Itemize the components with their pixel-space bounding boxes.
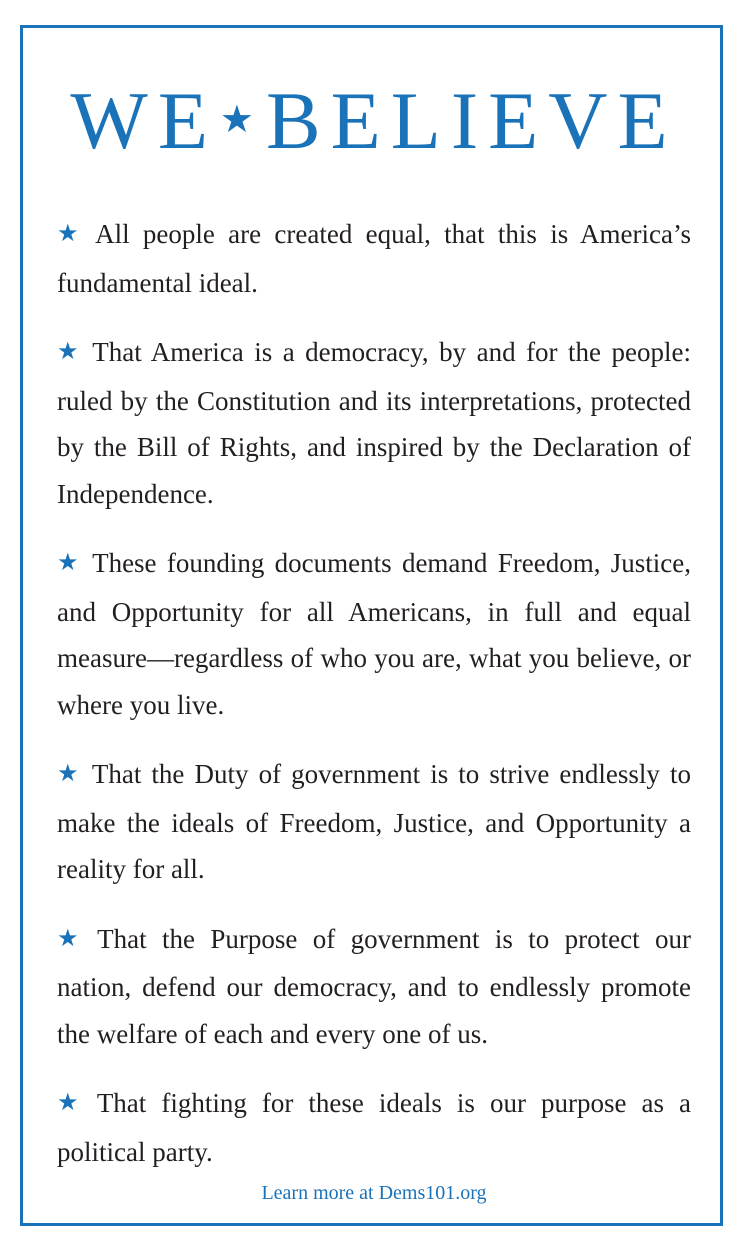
star-bullet-icon: ★ bbox=[57, 221, 86, 247]
belief-item bbox=[57, 751, 691, 893]
belief-text: That fighting for these ideals is our purpose as a political party. bbox=[57, 1088, 692, 1167]
belief-text: That the Purpose of government is to protect our nation, defend our democracy, and to endlessly promote the welfare of each and every one of us. bbox=[57, 923, 691, 1049]
belief-text: These founding documents demand Freedom, Justice, and Opportunity for all Americans, in full and equal measure—regardless of who you are, what you believe, or where you live. bbox=[57, 548, 691, 720]
page-title bbox=[0, 75, 748, 166]
star-bullet-icon: ★ bbox=[57, 761, 82, 787]
belief-item bbox=[57, 916, 691, 1058]
belief-text: That the Duty of government is to strive endlessly to make the ideals of Freedom, Justice, and Opportunity a reality for all. bbox=[57, 759, 692, 884]
belief-item bbox=[57, 211, 691, 306]
star-bullet-icon: ★ bbox=[57, 925, 88, 952]
belief-text: That America is a democracy, by and for the people: ruled by the Constitution and its interpretations, protected by the Bill of Rights, and inspired by the Declaration of Independence. bbox=[57, 337, 691, 509]
star-bullet-icon: ★ bbox=[57, 339, 83, 365]
belief-list bbox=[57, 211, 691, 1198]
star-icon: ★ bbox=[219, 99, 254, 141]
title-word-believe: BELIEVE bbox=[265, 75, 678, 166]
belief-item bbox=[57, 540, 691, 728]
learn-more-link[interactable]: Learn more at Dems101.org bbox=[261, 1182, 487, 1204]
title-word-we: WE bbox=[70, 75, 218, 166]
star-bullet-icon: ★ bbox=[57, 550, 83, 576]
star-bullet-icon: ★ bbox=[57, 1090, 87, 1116]
belief-text: All people are created equal, that this is America’s fundamental ideal. bbox=[57, 219, 692, 298]
belief-item bbox=[57, 1080, 691, 1175]
belief-item bbox=[57, 329, 691, 517]
